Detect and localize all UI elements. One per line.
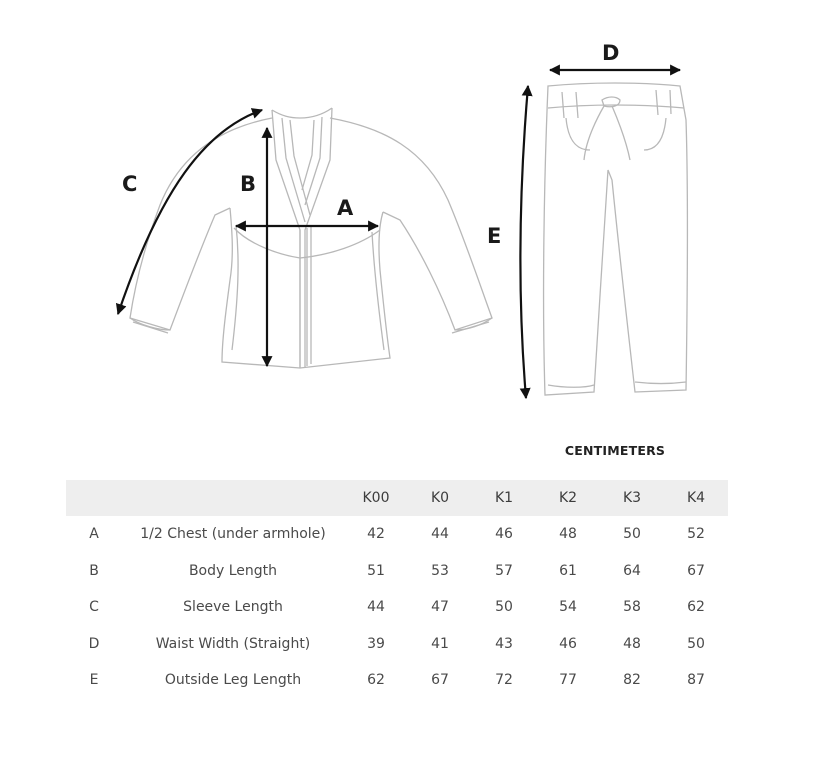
table-cell: 77 [559,672,577,689]
header-size: K4 [686,490,706,506]
table-cell: 67 [431,672,449,689]
size-chart-table [66,480,728,699]
row-code: C [89,599,99,616]
row-code: D [88,635,100,652]
header-size: K0 [430,490,450,506]
table-cell: 54 [559,599,577,616]
table-cell: 51 [367,562,385,579]
label-a: A [337,196,354,220]
table-cell: 43 [495,635,513,652]
table-cell: 46 [559,635,577,652]
label-b: B [240,172,257,196]
label-e: E [487,224,502,248]
table-cell: 42 [367,526,385,543]
measurement-lines [118,70,680,398]
row-measurement-name: Body Length [188,562,278,579]
table-cell: 48 [623,635,641,652]
table-cell: 62 [367,672,385,689]
table-cell: 48 [559,526,577,543]
table-cell: 53 [431,562,449,579]
table-cell: 64 [623,562,641,579]
table-cell: 52 [687,526,705,543]
row-code: B [89,562,99,579]
header-blank-name [122,480,344,516]
pants-drawing [544,83,688,395]
table-cell: 57 [495,562,513,579]
units-heading: CENTIMETERS [564,443,666,458]
table-row [66,553,728,590]
table-cell: 50 [687,635,705,652]
table-row [66,626,728,663]
jacket-drawing [130,108,492,368]
table-cell: 50 [495,599,513,616]
label-c: C [122,172,138,196]
table-cell: 47 [431,599,449,616]
table-cell: 39 [367,635,385,652]
table-cell: 72 [495,672,513,689]
header-size: K2 [558,490,578,506]
table-cell: 62 [687,599,705,616]
table-cell: 46 [495,526,513,543]
table-cell: 82 [623,672,641,689]
table-row [66,516,728,553]
header-blank-code [66,480,122,516]
table-cell: 41 [431,635,449,652]
row-measurement-name: Sleeve Length [183,599,283,616]
label-d: D [602,41,620,65]
row-measurement-name: 1/2 Chest (under armhole) [140,526,326,543]
table-cell: 44 [367,599,385,616]
row-code: A [89,526,99,543]
row-measurement-name: Outside Leg Length [164,672,302,689]
header-size: K00 [362,490,390,506]
table-row [66,589,728,626]
table-cell: 67 [687,562,705,579]
table-cell: 61 [559,562,577,579]
table-row [66,662,728,699]
table-cell: 58 [623,599,641,616]
header-size: K3 [622,490,642,506]
header-size: K1 [494,490,514,506]
table-cell: 50 [623,526,641,543]
table-cell: 44 [431,526,449,543]
table-cell: 87 [687,672,705,689]
row-measurement-name: Waist Width (Straight) [155,635,311,652]
row-code: E [89,672,99,689]
table-header-row [66,480,728,516]
